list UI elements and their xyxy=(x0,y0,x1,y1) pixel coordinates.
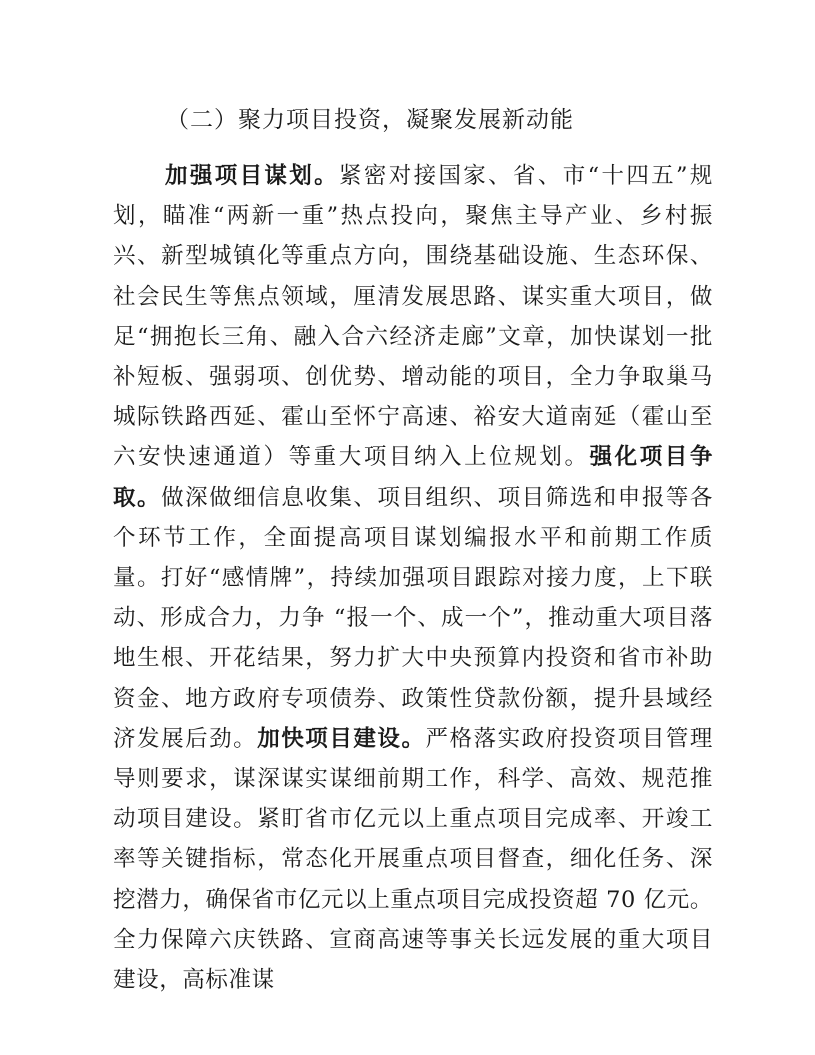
lead-phrase-acquire: 强化项目争取。 xyxy=(113,444,713,511)
lead-phrase-plan: 加强项目谋划。 xyxy=(165,163,340,189)
text-plan: 紧密对接国家、省、市“十四五”规划，瞄准“两新一重”热点投向，聚焦主导产业、乡村振兴、新型城镇化等重点方向，围绕基础设施、生态环保、社会民生等焦点领域，厘清发展思路、谋实重大项目，做足“拥抱长三角、融入合六经济走廊”文章，加快谋划一批补短板、强弱项、创优势、增动能的项目，全力争取巢马城际铁路西延、霍山至怀宁高速、裕安大道南延（霍山至六安快速通道）等重大项目纳入上位规划。 xyxy=(113,163,713,471)
text-build: 严格落实政府投资项目管理导则要求，谋深谋实谋细前期工作，科学、高效、规范推动项目建设。紧盯省市亿元以上重点项目完成率、开竣工率等关键指标，常态化开展重点项目督查，细化任务、深挖潜力，确保省市亿元以上重点项目完成投资超 70 亿元。全力保障六庆铁路、宣商高速等事关长远发展的重大项目建设，高标准谋 xyxy=(113,725,714,994)
text-acquire: 做深做细信息收集、项目组织、项目筛选和申报等各个环节工作，全面提高项目谋划编报水平和前期工作质量。打好“感情牌”，持续加强项目跟踪对接力度，上下联动、形成合力，力争 “报一个、成一个”，推动重大项目落地生根、开花结果，努力扩大中央预算内投资和省市补助资金、地方政府专项债券、政策性贷款份额，提升县域经济发展后劲。 xyxy=(113,484,713,752)
section-heading: （二）聚力项目投资，凝聚发展新动能 xyxy=(166,107,574,133)
lead-phrase-build: 加快项目建设。 xyxy=(257,725,426,752)
body-paragraph xyxy=(113,156,713,1000)
